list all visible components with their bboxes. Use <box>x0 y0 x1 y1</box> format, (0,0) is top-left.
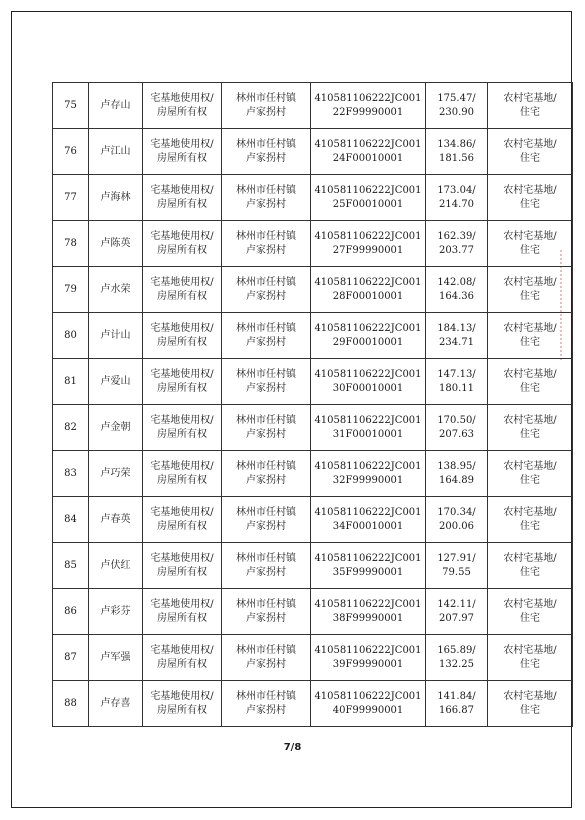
location-cell-line: 卢家拐村 <box>246 106 286 118</box>
location-cell-line: 林州市任村镇 <box>236 690 296 702</box>
location-cell-line: 林州市任村镇 <box>236 368 296 380</box>
row-number-cell: 86 <box>53 589 89 635</box>
row-number-cell: 87 <box>53 635 89 681</box>
right-type-cell <box>143 681 222 727</box>
usage-cell-line: 农村宅基地/ <box>503 506 557 518</box>
right-type-cell-line: 房屋所有权 <box>157 152 207 164</box>
usage-cell-line: 住宅 <box>520 106 540 118</box>
area-cell-line: 230.90 <box>439 106 474 118</box>
unit-code-cell-line: 410581106222JC001 <box>314 368 422 380</box>
right-type-cell <box>143 589 222 635</box>
usage-cell-line: 住宅 <box>520 704 540 716</box>
area-cell-line: 165.89/ <box>437 644 476 656</box>
location-cell-line: 卢家拐村 <box>246 474 286 486</box>
unit-code-cell-line: 410581106222JC001 <box>314 92 422 104</box>
right-type-cell-line: 房屋所有权 <box>157 382 207 394</box>
table-row <box>53 635 573 681</box>
area-cell <box>426 175 488 221</box>
usage-cell-line: 住宅 <box>520 658 540 670</box>
unit-code-cell-line: 28F00010001 <box>332 290 404 302</box>
area-cell <box>426 221 488 267</box>
location-cell-line: 林州市任村镇 <box>236 460 296 472</box>
usage-cell-line: 住宅 <box>520 336 540 348</box>
right-type-cell-line: 宅基地使用权/ <box>150 184 214 196</box>
table-row <box>53 267 573 313</box>
usage-cell-line: 农村宅基地/ <box>503 598 557 610</box>
location-cell <box>222 313 311 359</box>
right-type-cell-line: 房屋所有权 <box>157 336 207 348</box>
unit-code-cell-line: 39F99990001 <box>332 658 404 670</box>
usage-cell <box>488 497 573 543</box>
unit-code-cell <box>311 635 426 681</box>
table-row <box>53 681 573 727</box>
row-number-cell: 77 <box>53 175 89 221</box>
unit-code-cell <box>311 359 426 405</box>
area-cell-line: 200.06 <box>439 520 474 532</box>
unit-code-cell-line: 410581106222JC001 <box>314 598 422 610</box>
location-cell-line: 卢家拐村 <box>246 152 286 164</box>
location-cell <box>222 405 311 451</box>
unit-code-cell-line: 34F00010001 <box>332 520 404 532</box>
right-type-cell-line: 房屋所有权 <box>157 474 207 486</box>
area-cell-line: 214.70 <box>439 198 474 210</box>
usage-cell-line: 农村宅基地/ <box>503 184 557 196</box>
right-type-cell <box>143 543 222 589</box>
row-number-cell: 85 <box>53 543 89 589</box>
row-number-cell: 83 <box>53 451 89 497</box>
right-type-cell-line: 宅基地使用权/ <box>150 92 214 104</box>
table-row <box>53 405 573 451</box>
unit-code-cell <box>311 313 426 359</box>
area-cell-line: 138.95/ <box>437 460 476 472</box>
unit-code-cell-line: 410581106222JC001 <box>314 506 422 518</box>
location-cell <box>222 221 311 267</box>
unit-code-cell-line: 410581106222JC001 <box>314 552 422 564</box>
records-table-body <box>53 83 573 727</box>
unit-code-cell <box>311 405 426 451</box>
area-cell-line: 142.08/ <box>437 276 476 288</box>
location-cell <box>222 83 311 129</box>
usage-cell-line: 农村宅基地/ <box>503 552 557 564</box>
usage-cell <box>488 405 573 451</box>
usage-cell <box>488 635 573 681</box>
unit-code-cell-line: 410581106222JC001 <box>314 276 422 288</box>
area-cell-line: 234.71 <box>439 336 474 348</box>
location-cell-line: 卢家拐村 <box>246 704 286 716</box>
area-cell-line: 207.63 <box>439 428 474 440</box>
table-row <box>53 359 573 405</box>
right-type-cell <box>143 267 222 313</box>
area-cell-line: 132.25 <box>439 658 474 670</box>
usage-cell-line: 住宅 <box>520 520 540 532</box>
table-row <box>53 313 573 359</box>
usage-cell-line: 农村宅基地/ <box>503 276 557 288</box>
area-cell-line: 134.86/ <box>437 138 476 150</box>
unit-code-cell <box>311 451 426 497</box>
table-row <box>53 175 573 221</box>
table-row <box>53 83 573 129</box>
location-cell-line: 卢家拐村 <box>246 520 286 532</box>
owner-name-cell: 卢金朝 <box>89 405 143 451</box>
right-type-cell-line: 宅基地使用权/ <box>150 690 214 702</box>
owner-name-cell: 卢陈英 <box>89 221 143 267</box>
owner-name-cell: 卢军强 <box>89 635 143 681</box>
row-number-cell: 81 <box>53 359 89 405</box>
row-number-cell: 78 <box>53 221 89 267</box>
usage-cell <box>488 267 573 313</box>
unit-code-cell-line: 32F99990001 <box>332 474 404 486</box>
usage-cell-line: 农村宅基地/ <box>503 368 557 380</box>
unit-code-cell-line: 38F99990001 <box>332 612 404 624</box>
area-cell-line: 184.13/ <box>437 322 476 334</box>
right-type-cell-line: 宅基地使用权/ <box>150 414 214 426</box>
location-cell-line: 卢家拐村 <box>246 566 286 578</box>
location-cell-line: 林州市任村镇 <box>236 598 296 610</box>
owner-name-cell: 卢巧荣 <box>89 451 143 497</box>
location-cell-line: 卢家拐村 <box>246 612 286 624</box>
location-cell-line: 卢家拐村 <box>246 290 286 302</box>
right-type-cell-line: 房屋所有权 <box>157 520 207 532</box>
location-cell <box>222 497 311 543</box>
unit-code-cell-line: 410581106222JC001 <box>314 644 422 656</box>
unit-code-cell <box>311 129 426 175</box>
unit-code-cell <box>311 267 426 313</box>
right-type-cell-line: 宅基地使用权/ <box>150 322 214 334</box>
right-type-cell-line: 宅基地使用权/ <box>150 506 214 518</box>
unit-code-cell-line: 410581106222JC001 <box>314 184 422 196</box>
right-type-cell <box>143 175 222 221</box>
usage-cell-line: 住宅 <box>520 428 540 440</box>
unit-code-cell-line: 31F00010001 <box>332 428 404 440</box>
area-cell-line: 166.87 <box>439 704 474 716</box>
right-type-cell <box>143 221 222 267</box>
right-type-cell <box>143 359 222 405</box>
right-type-cell-line: 宅基地使用权/ <box>150 138 214 150</box>
area-cell-line: 170.50/ <box>437 414 476 426</box>
area-cell <box>426 497 488 543</box>
row-number-cell: 79 <box>53 267 89 313</box>
owner-name-cell: 卢计山 <box>89 313 143 359</box>
row-number-cell: 82 <box>53 405 89 451</box>
unit-code-cell <box>311 543 426 589</box>
usage-cell-line: 住宅 <box>520 290 540 302</box>
page-number: 7/8 <box>283 742 302 753</box>
usage-cell-line: 农村宅基地/ <box>503 460 557 472</box>
row-number-cell: 76 <box>53 129 89 175</box>
usage-cell-line: 住宅 <box>520 566 540 578</box>
usage-cell <box>488 175 573 221</box>
owner-name-cell: 卢爱山 <box>89 359 143 405</box>
area-cell-line: 142.11/ <box>437 598 476 610</box>
right-type-cell-line: 房屋所有权 <box>157 566 207 578</box>
area-cell-line: 170.34/ <box>437 506 476 518</box>
right-type-cell <box>143 405 222 451</box>
unit-code-cell <box>311 83 426 129</box>
unit-code-cell-line: 25F00010001 <box>332 198 404 210</box>
area-cell <box>426 405 488 451</box>
unit-code-cell-line: 27F99990001 <box>332 244 404 256</box>
usage-cell-line: 农村宅基地/ <box>503 92 557 104</box>
usage-cell <box>488 129 573 175</box>
location-cell <box>222 635 311 681</box>
location-cell-line: 林州市任村镇 <box>236 322 296 334</box>
owner-name-cell: 卢存山 <box>89 83 143 129</box>
location-cell <box>222 267 311 313</box>
right-type-cell-line: 宅基地使用权/ <box>150 460 214 472</box>
area-cell <box>426 635 488 681</box>
location-cell <box>222 359 311 405</box>
area-cell-line: 79.55 <box>442 566 471 578</box>
unit-code-cell-line: 410581106222JC001 <box>314 690 422 702</box>
unit-code-cell-line: 35F99990001 <box>332 566 404 578</box>
unit-code-cell-line: 30F00010001 <box>332 382 404 394</box>
location-cell-line: 林州市任村镇 <box>236 230 296 242</box>
location-cell-line: 林州市任村镇 <box>236 506 296 518</box>
usage-cell-line: 住宅 <box>520 474 540 486</box>
usage-cell-line: 住宅 <box>520 198 540 210</box>
area-cell-line: 164.89 <box>439 474 474 486</box>
row-number-cell: 88 <box>53 681 89 727</box>
area-cell-line: 147.13/ <box>437 368 476 380</box>
area-cell-line: 141.84/ <box>437 690 476 702</box>
usage-cell-line: 农村宅基地/ <box>503 690 557 702</box>
area-cell <box>426 267 488 313</box>
unit-code-cell <box>311 681 426 727</box>
right-type-cell-line: 宅基地使用权/ <box>150 230 214 242</box>
table-row <box>53 543 573 589</box>
owner-name-cell: 卢彩芬 <box>89 589 143 635</box>
right-type-cell <box>143 451 222 497</box>
location-cell-line: 林州市任村镇 <box>236 552 296 564</box>
usage-cell-line: 农村宅基地/ <box>503 644 557 656</box>
location-cell-line: 林州市任村镇 <box>236 644 296 656</box>
unit-code-cell-line: 22F99990001 <box>332 106 404 118</box>
unit-code-cell-line: 410581106222JC001 <box>314 230 422 242</box>
area-cell <box>426 451 488 497</box>
owner-name-cell: 卢伏红 <box>89 543 143 589</box>
right-type-cell <box>143 635 222 681</box>
records-table <box>52 82 573 727</box>
right-type-cell-line: 房屋所有权 <box>157 428 207 440</box>
unit-code-cell-line: 410581106222JC001 <box>314 414 422 426</box>
location-cell <box>222 589 311 635</box>
owner-name-cell: 卢春英 <box>89 497 143 543</box>
area-cell-line: 207.97 <box>439 612 474 624</box>
unit-code-cell <box>311 175 426 221</box>
location-cell <box>222 175 311 221</box>
usage-cell-line: 住宅 <box>520 612 540 624</box>
right-type-cell-line: 房屋所有权 <box>157 290 207 302</box>
location-cell-line: 林州市任村镇 <box>236 92 296 104</box>
usage-cell <box>488 589 573 635</box>
usage-cell <box>488 221 573 267</box>
records-table-container <box>52 82 557 727</box>
right-type-cell-line: 宅基地使用权/ <box>150 276 214 288</box>
usage-cell <box>488 313 573 359</box>
area-cell-line: 175.47/ <box>437 92 476 104</box>
usage-cell-line: 农村宅基地/ <box>503 138 557 150</box>
right-type-cell-line: 房屋所有权 <box>157 704 207 716</box>
area-cell-line: 164.36 <box>439 290 474 302</box>
location-cell <box>222 543 311 589</box>
right-type-cell-line: 房屋所有权 <box>157 106 207 118</box>
right-type-cell <box>143 313 222 359</box>
usage-cell-line: 住宅 <box>520 244 540 256</box>
area-cell-line: 181.56 <box>439 152 474 164</box>
unit-code-cell-line: 29F00010001 <box>332 336 404 348</box>
right-type-cell-line: 宅基地使用权/ <box>150 368 214 380</box>
location-cell-line: 林州市任村镇 <box>236 276 296 288</box>
unit-code-cell-line: 410581106222JC001 <box>314 460 422 472</box>
owner-name-cell: 卢水荣 <box>89 267 143 313</box>
location-cell <box>222 129 311 175</box>
location-cell-line: 卢家拐村 <box>246 428 286 440</box>
unit-code-cell <box>311 221 426 267</box>
unit-code-cell-line: 410581106222JC001 <box>314 322 422 334</box>
right-type-cell <box>143 83 222 129</box>
unit-code-cell <box>311 497 426 543</box>
table-row <box>53 221 573 267</box>
right-type-cell-line: 房屋所有权 <box>157 658 207 670</box>
right-type-cell-line: 房屋所有权 <box>157 612 207 624</box>
owner-name-cell: 卢存喜 <box>89 681 143 727</box>
location-cell-line: 卢家拐村 <box>246 336 286 348</box>
right-type-cell-line: 宅基地使用权/ <box>150 552 214 564</box>
table-row <box>53 129 573 175</box>
right-type-cell-line: 宅基地使用权/ <box>150 644 214 656</box>
owner-name-cell: 卢江山 <box>89 129 143 175</box>
location-cell <box>222 451 311 497</box>
location-cell-line: 林州市任村镇 <box>236 138 296 150</box>
table-row <box>53 497 573 543</box>
usage-cell <box>488 451 573 497</box>
area-cell-line: 203.77 <box>439 244 474 256</box>
location-cell-line: 林州市任村镇 <box>236 414 296 426</box>
row-number-cell: 80 <box>53 313 89 359</box>
right-type-cell <box>143 129 222 175</box>
location-cell-line: 卢家拐村 <box>246 198 286 210</box>
unit-code-cell-line: 24F00010001 <box>332 152 404 164</box>
location-cell <box>222 681 311 727</box>
location-cell-line: 卢家拐村 <box>246 382 286 394</box>
row-number-cell: 84 <box>53 497 89 543</box>
table-row <box>53 589 573 635</box>
area-cell <box>426 589 488 635</box>
right-type-cell <box>143 497 222 543</box>
usage-cell-line: 住宅 <box>520 152 540 164</box>
unit-code-cell-line: 410581106222JC001 <box>314 138 422 150</box>
usage-cell-line: 农村宅基地/ <box>503 230 557 242</box>
area-cell-line: 180.11 <box>439 382 474 394</box>
usage-cell <box>488 681 573 727</box>
area-cell <box>426 543 488 589</box>
table-row <box>53 451 573 497</box>
row-number-cell: 75 <box>53 83 89 129</box>
location-cell-line: 卢家拐村 <box>246 244 286 256</box>
area-cell <box>426 83 488 129</box>
usage-cell <box>488 83 573 129</box>
area-cell <box>426 129 488 175</box>
unit-code-cell <box>311 589 426 635</box>
usage-cell-line: 农村宅基地/ <box>503 414 557 426</box>
usage-cell <box>488 359 573 405</box>
unit-code-cell-line: 40F99990001 <box>332 704 404 716</box>
area-cell-line: 127.91/ <box>437 552 476 564</box>
location-cell-line: 卢家拐村 <box>246 658 286 670</box>
location-cell-line: 林州市任村镇 <box>236 184 296 196</box>
area-cell-line: 173.04/ <box>437 184 476 196</box>
right-type-cell-line: 房屋所有权 <box>157 198 207 210</box>
owner-name-cell: 卢海林 <box>89 175 143 221</box>
right-type-cell-line: 房屋所有权 <box>157 244 207 256</box>
area-cell <box>426 359 488 405</box>
area-cell <box>426 681 488 727</box>
usage-cell-line: 住宅 <box>520 382 540 394</box>
area-cell <box>426 313 488 359</box>
area-cell-line: 162.39/ <box>437 230 476 242</box>
usage-cell-line: 农村宅基地/ <box>503 322 557 334</box>
right-type-cell-line: 宅基地使用权/ <box>150 598 214 610</box>
usage-cell <box>488 543 573 589</box>
